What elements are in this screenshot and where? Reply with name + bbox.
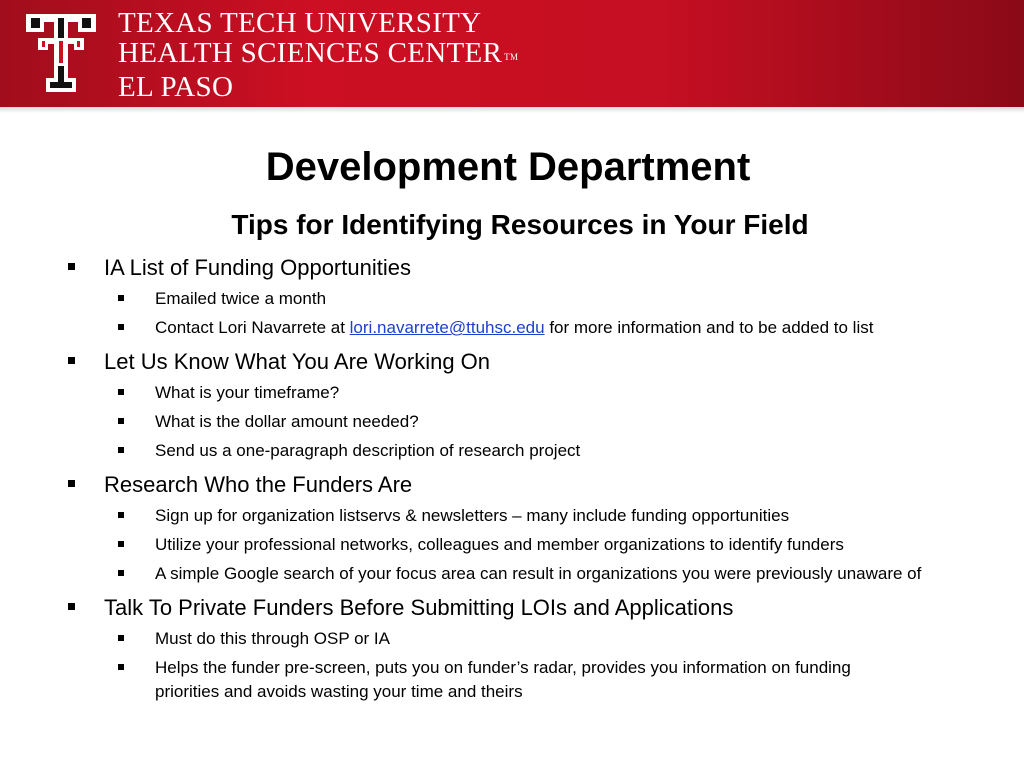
list-item: Utilize your professional networks, colleagues and member organizations to identify funders xyxy=(155,535,844,554)
list-item: A simple Google search of your focus area can result in organizations you were previously unaware of xyxy=(155,564,922,583)
section-heading: Research Who the Funders Are xyxy=(104,472,413,497)
bullet-marker xyxy=(68,263,75,270)
sub-bullet-marker xyxy=(118,324,124,330)
sub-bullet-marker xyxy=(118,295,124,301)
slide-subtitle: Tips for Identifying Resources in Your Field xyxy=(231,209,809,240)
org-line-1: TEXAS TECH UNIVERSITY xyxy=(118,7,482,39)
list-item: Must do this through OSP or IA xyxy=(155,629,390,648)
section-heading: IA List of Funding Opportunities xyxy=(104,255,411,280)
section-heading: Talk To Private Funders Before Submitting LOIs and Applications xyxy=(104,595,734,620)
email-link[interactable]: lori.navarrete@ttuhsc.edu xyxy=(349,318,545,337)
sub-bullet-marker xyxy=(118,418,124,424)
list-item: Send us a one-paragraph description of research project xyxy=(155,441,581,460)
sub-bullet-marker xyxy=(118,541,124,547)
list-item: Helps the funder pre-screen, puts you on funder’s radar, provides you information on funding xyxy=(155,658,851,677)
list-item: What is the dollar amount needed? xyxy=(155,412,419,431)
list-item: Emailed twice a month xyxy=(155,289,327,308)
org-line-3: EL PASO xyxy=(118,71,234,103)
trademark: TM xyxy=(504,52,519,62)
contact-prefix: Contact Lori Navarrete at xyxy=(155,318,345,337)
sub-bullet-marker xyxy=(118,512,124,518)
sub-bullet-marker xyxy=(118,570,124,576)
sub-bullet-marker xyxy=(118,447,124,453)
slide-title: Development Department xyxy=(265,145,751,189)
list-item: Sign up for organization listservs & newsletters – many include funding opportunities xyxy=(155,506,790,525)
list-item: What is your timeframe? xyxy=(155,383,340,402)
contact-suffix: for more information and to be added to list xyxy=(549,318,874,337)
bullet-marker xyxy=(68,603,75,610)
sub-bullet-marker xyxy=(118,635,124,641)
contact-item xyxy=(155,316,873,340)
bullet-marker xyxy=(68,357,75,364)
section-heading: Let Us Know What You Are Working On xyxy=(104,349,491,374)
bullet-marker xyxy=(68,480,75,487)
org-line-2: HEALTH SCIENCES CENTER TM xyxy=(118,37,519,69)
sub-bullet-marker xyxy=(118,664,124,670)
list-item-continuation: priorities and avoids wasting your time and theirs xyxy=(155,682,523,701)
sub-bullet-marker xyxy=(118,389,124,395)
